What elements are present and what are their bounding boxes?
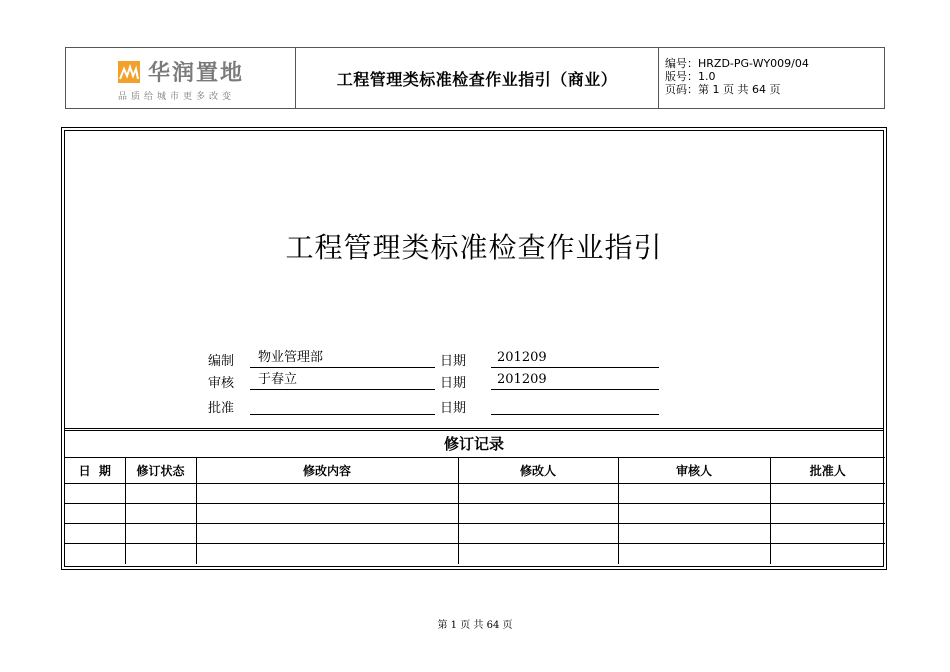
revision-header-row [65,458,885,484]
cover-frame [61,127,887,570]
table-cell [125,504,196,524]
table-cell [458,504,618,524]
sign-value: 于春立 [250,370,435,390]
revision-table [65,457,885,564]
table-cell [770,504,885,524]
doc-version: 版号：1.0 [665,70,716,83]
table-cell [196,484,458,504]
doc-page: 页码：第 1 页 共 64 页 [665,83,781,96]
table-row [65,484,885,504]
revision-divider [65,430,883,431]
table-cell [196,504,458,524]
table-row [65,504,885,524]
date-label: 日期 [440,401,467,416]
table-cell [458,484,618,504]
col-status: 修订状态 [125,458,196,484]
date-label: 日期 [440,354,467,369]
sign-row-review [208,370,688,392]
date-label: 日期 [440,376,467,391]
doc-number: 编号：HRZD-PG-WY009/04 [665,57,809,70]
cover-title: 工程管理类标准检查作业指引 [285,231,663,264]
table-cell [458,524,618,544]
huarun-logo-icon [118,61,140,83]
table-cell [65,544,125,564]
table-cell [458,544,618,564]
table-cell [618,504,770,524]
col-modifier: 修改人 [458,458,618,484]
sign-label: 编制 [208,354,235,369]
date-value: 201209 [491,370,659,390]
col-reviewer: 审核人 [618,458,770,484]
col-approver: 批准人 [770,458,885,484]
sign-label: 审核 [208,376,235,391]
date-value [491,395,659,415]
cover-inner-frame [64,130,884,567]
table-cell [196,544,458,564]
header-title: 工程管理类标准检查作业指引（商业） [296,48,659,108]
table-cell [618,484,770,504]
col-content: 修改内容 [196,458,458,484]
revision-title: 修订记录 [443,435,504,453]
table-row [65,524,885,544]
table-cell [125,484,196,504]
table-cell [125,524,196,544]
table-cell [65,524,125,544]
logo-name: 华润置地 [148,61,245,86]
table-cell [770,524,885,544]
table-cell [770,544,885,564]
table-cell [196,524,458,544]
sign-row-compile [208,348,688,370]
document-header [65,47,885,109]
revision-divider [65,428,883,429]
table-cell [618,544,770,564]
sign-label: 批准 [208,401,235,416]
page-footer: 第 1 页 共 64 页 [437,620,513,631]
col-date: 日 期 [65,458,125,484]
table-cell [618,524,770,544]
header-meta [659,48,884,108]
table-cell [770,484,885,504]
table-cell [65,504,125,524]
sign-value [250,395,435,415]
sign-row-approve [208,395,688,417]
table-cell [125,544,196,564]
table-cell [65,484,125,504]
table-row [65,544,885,564]
date-value: 201209 [491,348,659,368]
logo-cell [66,48,296,108]
logo-slogan: 品质给城市更多改变 [118,92,236,102]
sign-value: 物业管理部 [250,348,435,368]
